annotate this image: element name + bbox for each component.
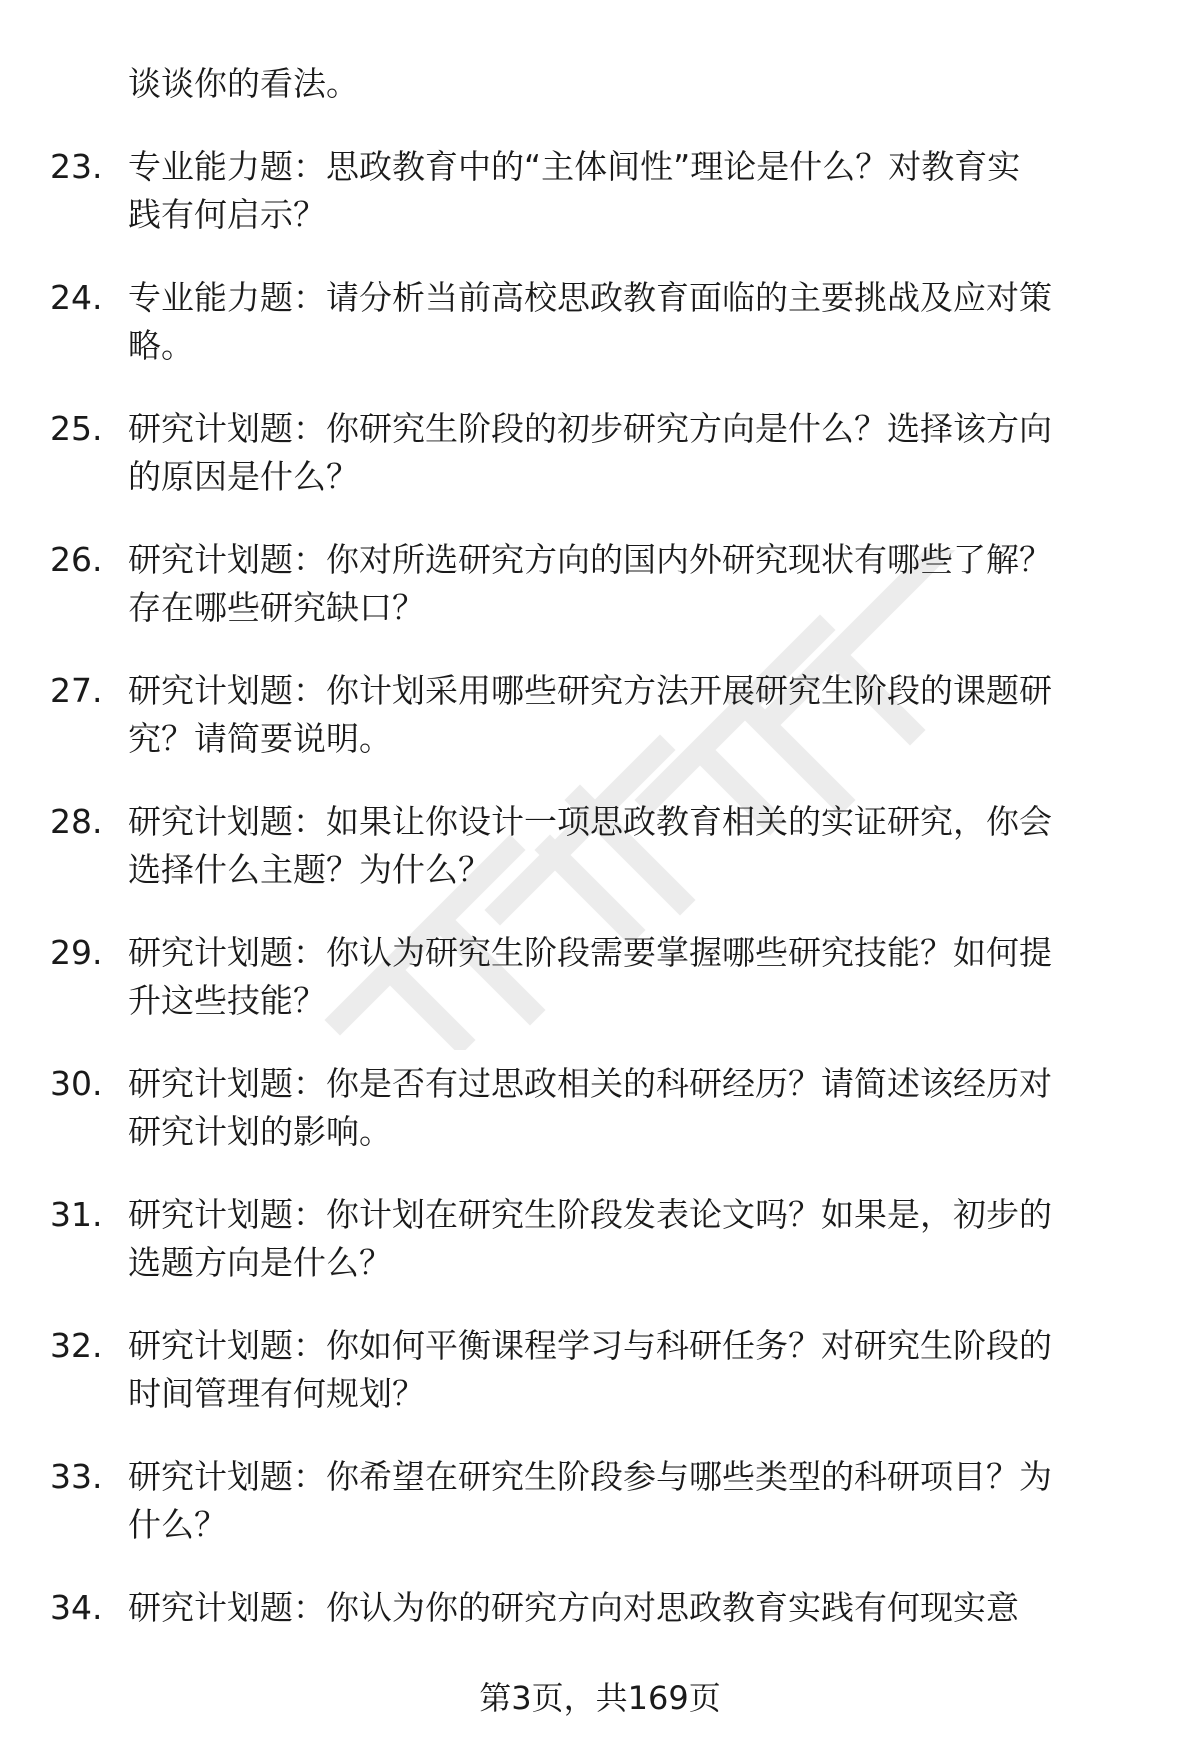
question-number: 29.: [50, 933, 103, 972]
question-number: 26.: [50, 540, 103, 579]
question-text-line: 研究计划题：你研究生阶段的初步研究方向是什么？选择该方向: [128, 409, 1052, 448]
question-item: [50, 1322, 1140, 1453]
question-text-line: 研究计划题：你认为研究生阶段需要掌握哪些研究技能？如何提: [128, 933, 1052, 972]
question-text-line: 研究计划题：你计划在研究生阶段发表论文吗？如果是，初步的: [128, 1195, 1052, 1234]
question-list: [50, 143, 1140, 1715]
question-item: [50, 798, 1140, 929]
question-text-line: 研究计划题：你认为你的研究方向对思政教育实践有何现实意: [128, 1588, 1019, 1627]
question-text-line: 研究计划题：你计划采用哪些研究方法开展研究生阶段的课题研: [128, 671, 1052, 710]
question-text: [128, 1322, 1140, 1418]
question-text-line: 践有何启示？: [128, 195, 326, 234]
question-item: [50, 405, 1140, 536]
question-text: [128, 1060, 1140, 1156]
question-text-line: 什么？: [128, 1505, 227, 1544]
question-number: 34.: [50, 1588, 103, 1627]
question-item: [50, 536, 1140, 667]
question-number: 30.: [50, 1064, 103, 1103]
question-text-line: 研究计划题：你希望在研究生阶段参与哪些类型的科研项目？为: [128, 1457, 1052, 1496]
question-text: [128, 1453, 1140, 1549]
page-number: 第3页，共169页: [479, 1679, 721, 1717]
question-text-line: 研究计划题：如果让你设计一项思政教育相关的实证研究，你会: [128, 802, 1052, 841]
question-item: [50, 1060, 1140, 1191]
question-number: 25.: [50, 409, 103, 448]
question-item: [50, 667, 1140, 798]
question-text-line: 研究计划题：你对所选研究方向的国内外研究现状有哪些了解？: [128, 540, 1052, 579]
question-text-line: 时间管理有何规划？: [128, 1374, 425, 1413]
question-item: [50, 1453, 1140, 1584]
question-text: [128, 667, 1140, 763]
question-text-line: 研究计划题：你是否有过思政相关的科研经历？请简述该经历对: [128, 1064, 1052, 1103]
question-text: [128, 798, 1140, 894]
question-text-line: 专业能力题：请分析当前高校思政教育面临的主要挑战及应对策: [128, 278, 1052, 317]
question-text-line: 升这些技能？: [128, 981, 326, 1020]
question-text-line: 研究计划题：你如何平衡课程学习与科研任务？对研究生阶段的: [128, 1326, 1052, 1365]
question-number: 31.: [50, 1195, 103, 1234]
question-text-line: 专业能力题：思政教育中的“主体间性”理论是什么？对教育实: [128, 147, 1021, 186]
question-text-line: 略。: [128, 326, 194, 365]
question-text-line: 存在哪些研究缺口？: [128, 588, 425, 627]
question-text: [128, 274, 1140, 370]
continuation-text: 谈谈你的看法。: [128, 64, 359, 103]
question-text: [128, 929, 1140, 1025]
question-text-line: 的原因是什么？: [128, 457, 359, 496]
question-text: [128, 1191, 1140, 1287]
question-number: 23.: [50, 147, 103, 186]
question-number: 33.: [50, 1457, 103, 1496]
question-text-line: 研究计划的影响。: [128, 1112, 392, 1151]
question-item: [50, 1191, 1140, 1322]
question-number: 28.: [50, 802, 103, 841]
question-number: 24.: [50, 278, 103, 317]
question-text: [128, 536, 1140, 632]
question-item: [50, 929, 1140, 1060]
question-number: 27.: [50, 671, 103, 710]
question-text: [128, 143, 1140, 239]
question-item: [50, 143, 1140, 274]
question-text-line: 选择什么主题？为什么？: [128, 850, 491, 889]
question-text-line: 选题方向是什么？: [128, 1243, 392, 1282]
question-text: [128, 405, 1140, 501]
question-item: [50, 274, 1140, 405]
question-text: [128, 1584, 1140, 1632]
question-text-line: 究？请简要说明。: [128, 719, 392, 758]
question-number: 32.: [50, 1326, 103, 1365]
